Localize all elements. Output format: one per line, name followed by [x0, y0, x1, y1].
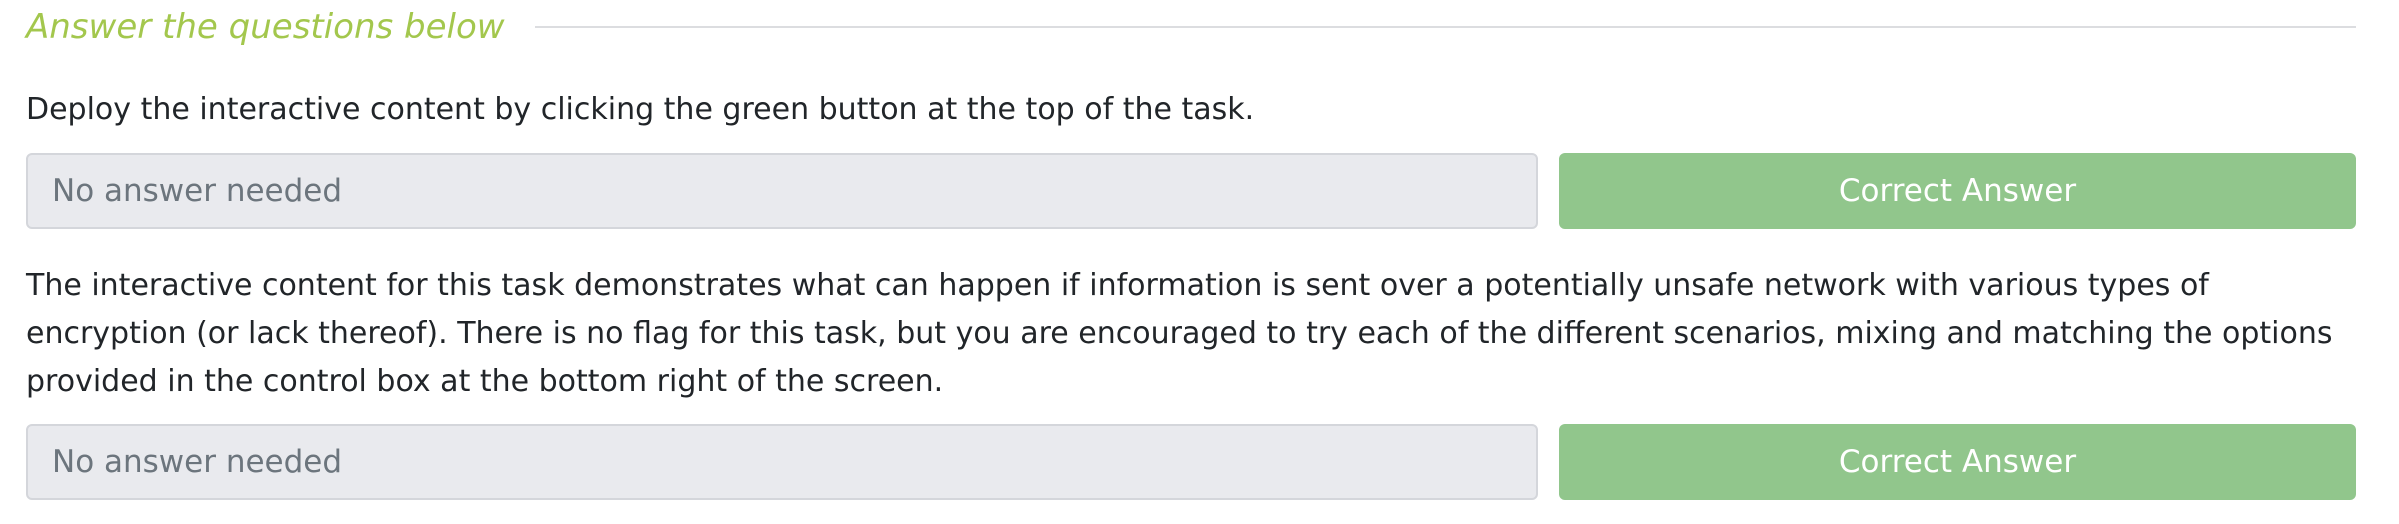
question-1-text: Deploy the interactive content by clicking the green button at the top of the task.	[26, 92, 1255, 127]
answer-row-1	[26, 153, 2356, 229]
section-header	[26, 0, 2356, 54]
answer-input-2[interactable]	[26, 424, 1538, 500]
answer-row-2	[26, 424, 2356, 500]
answer-input-1[interactable]	[26, 153, 1538, 229]
section-title: Answer the questions below	[26, 7, 505, 47]
section-divider	[535, 26, 2356, 28]
question-2-text: The interactive content for this task demonstrates what can happen if information is sent over a potentially unsafe network with various types of encryption (or lack thereof). There is no flag for this task, but you are encouraged to try each of the different scenarios, mixing and matching the options provided in the control box at the bottom right of the screen.	[26, 268, 2333, 399]
correct-answer-button-2[interactable]: Correct Answer	[1559, 424, 2356, 500]
correct-answer-button-1[interactable]: Correct Answer	[1559, 153, 2356, 229]
